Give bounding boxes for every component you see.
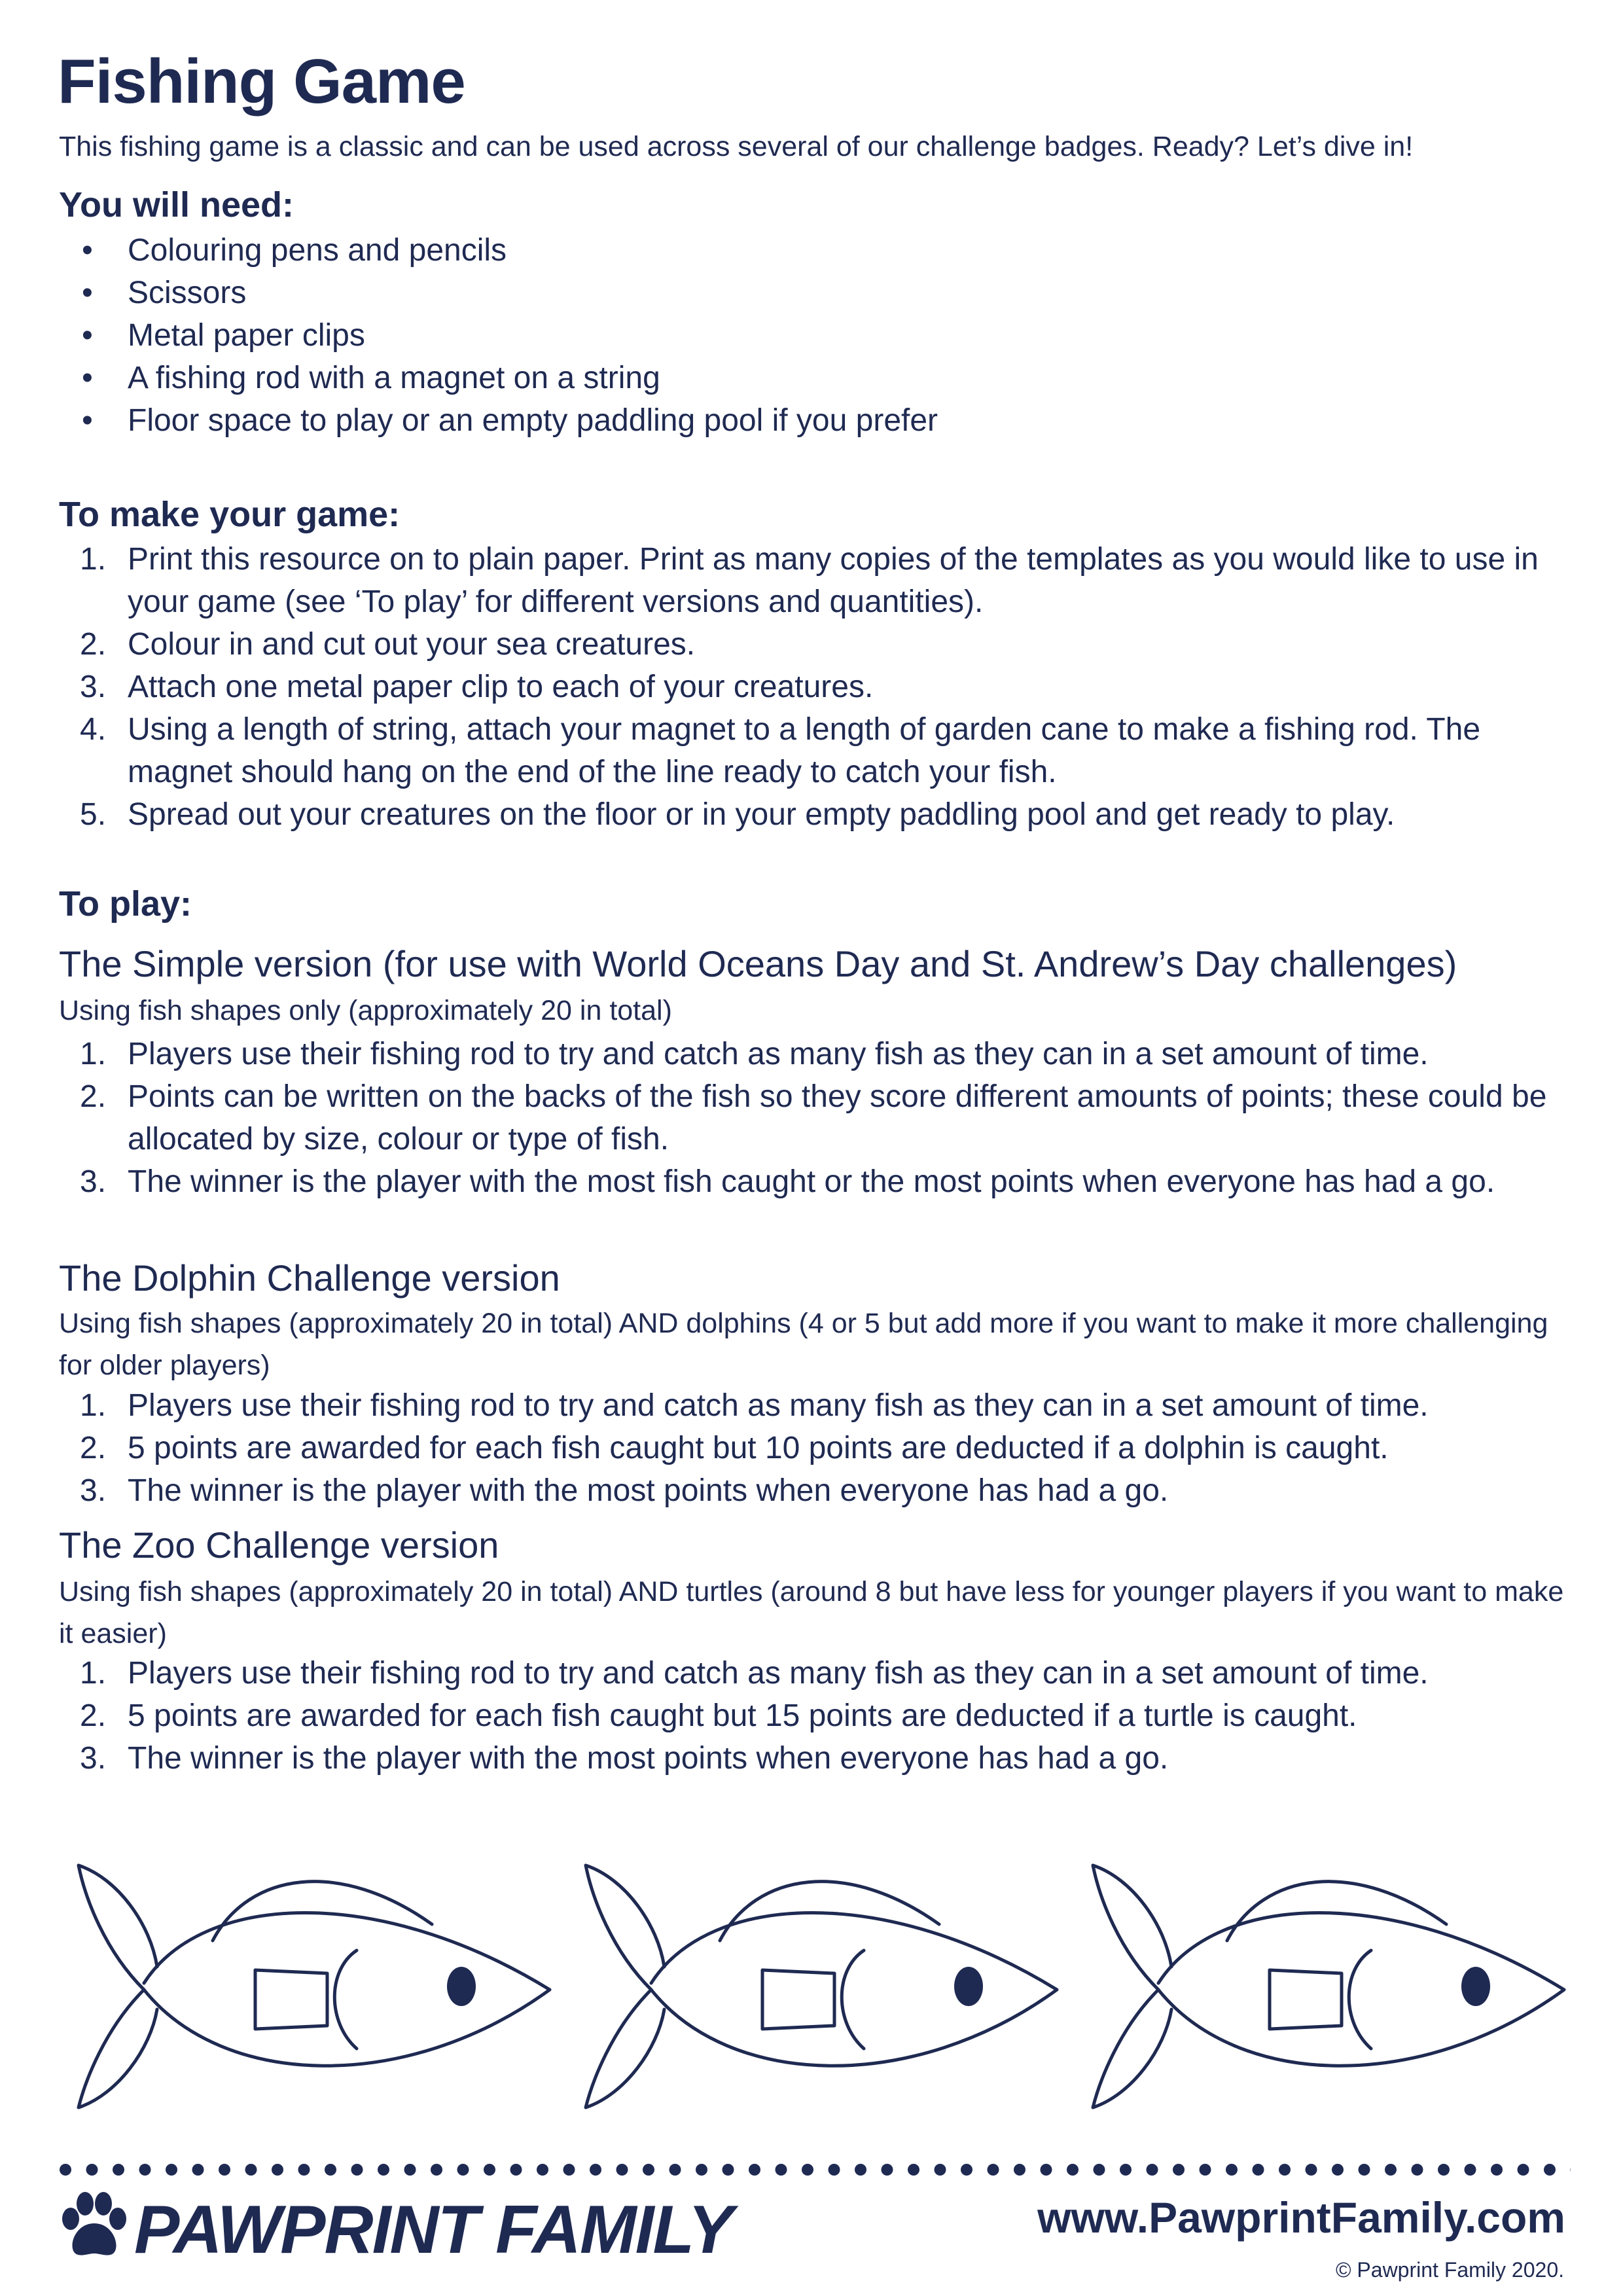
step-text: 5 points are awarded for each fish caught but 15 points are deducted if a turtle is caught. bbox=[128, 1698, 1357, 1733]
step-number: 2. bbox=[80, 1079, 107, 1114]
fish-outline-icon bbox=[1080, 1852, 1577, 2121]
list-item bbox=[0, 1427, 1574, 1469]
step-text: Colour in and cut out your sea creatures. bbox=[128, 627, 696, 662]
step-number: 1. bbox=[80, 542, 107, 577]
dolphin-version-note: Using fish shapes (approximately 20 in total) AND dolphins (4 or 5 but add more if you want to make it more challenging for older players) bbox=[59, 1308, 1548, 1381]
step-text: The winner is the player with the most points when everyone has had a go. bbox=[128, 1473, 1169, 1508]
dolphin-steps bbox=[0, 1384, 1574, 1512]
list-item bbox=[0, 708, 1574, 793]
page-title: Fishing Game bbox=[58, 46, 465, 117]
list-item: • A fishing rod with a magnet on a string bbox=[0, 357, 1574, 399]
step-number: 2. bbox=[80, 1431, 107, 1465]
list-item bbox=[0, 1384, 1574, 1427]
list-item bbox=[0, 1160, 1574, 1203]
list-item bbox=[0, 1652, 1574, 1695]
dolphin-version-title: The Dolphin Challenge version bbox=[59, 1257, 560, 1299]
list-item bbox=[0, 793, 1574, 836]
fish-outline-icon bbox=[573, 1852, 1070, 2121]
list-item bbox=[0, 1033, 1574, 1075]
make-steps bbox=[0, 538, 1574, 836]
list-item bbox=[0, 1695, 1574, 1737]
list-item: • Metal paper clips bbox=[0, 314, 1574, 357]
make-heading: To make your game: bbox=[59, 495, 401, 534]
zoo-version-title: The Zoo Challenge version bbox=[59, 1524, 499, 1566]
step-number: 1. bbox=[80, 1388, 107, 1423]
simple-version-note: Using fish shapes only (approximately 20 in total) bbox=[59, 995, 672, 1026]
step-text: Attach one metal paper clip to each of your creatures. bbox=[128, 670, 874, 704]
zoo-steps bbox=[0, 1652, 1574, 1780]
step-text: Players use their fishing rod to try and catch as many fish as they can in a set amount of time. bbox=[128, 1037, 1429, 1071]
need-list bbox=[0, 229, 1574, 442]
step-text: The winner is the player with the most fish caught or the most points when everyone has had a go. bbox=[128, 1164, 1495, 1199]
dotted-divider bbox=[59, 2160, 1571, 2179]
step-number: 1. bbox=[80, 1656, 107, 1691]
step-number: 3. bbox=[80, 1473, 107, 1508]
step-number: 1. bbox=[80, 1037, 107, 1071]
list-item: • Scissors bbox=[0, 272, 1574, 314]
list-item bbox=[0, 623, 1574, 666]
intro-text: This fishing game is a classic and can be used across several of our challenge badges. Ready? Let’s dive in! bbox=[59, 131, 1414, 162]
step-number: 2. bbox=[80, 627, 107, 662]
list-item bbox=[0, 666, 1574, 708]
step-number: 4. bbox=[80, 712, 107, 747]
fish-outline-icon bbox=[65, 1852, 563, 2121]
list-item: • Floor space to play or an empty paddling pool if you prefer bbox=[0, 399, 1574, 442]
step-text: Points can be written on the backs of the fish so they score different amounts of points; these could be allocated by size, colour or type of fish. bbox=[128, 1079, 1547, 1157]
simple-steps bbox=[0, 1033, 1574, 1203]
copyright-text: © Pawprint Family 2020. bbox=[1335, 2258, 1564, 2282]
play-heading: To play: bbox=[59, 884, 192, 924]
website-url[interactable]: www.PawprintFamily.com bbox=[1037, 2193, 1565, 2242]
zoo-version-note: Using fish shapes (approximately 20 in total) AND turtles (around 8 but have less for younger players if you want to make it easier) bbox=[59, 1576, 1564, 1649]
step-text: Spread out your creatures on the floor or in your empty paddling pool and get ready to play. bbox=[128, 797, 1395, 832]
list-item bbox=[0, 1469, 1574, 1512]
list-item bbox=[0, 1737, 1574, 1780]
step-number: 3. bbox=[80, 1741, 107, 1776]
step-text: Players use their fishing rod to try and catch as many fish as they can in a set amount of time. bbox=[128, 1656, 1429, 1691]
step-text: The winner is the player with the most points when everyone has had a go. bbox=[128, 1741, 1169, 1776]
step-text: Using a length of string, attach your magnet to a length of garden cane to make a fishing rod. The magnet should hang on the end of the line ready to catch your fish. bbox=[128, 712, 1481, 789]
need-heading: You will need: bbox=[59, 185, 294, 224]
list-item bbox=[0, 1075, 1574, 1160]
list-item bbox=[0, 538, 1574, 623]
step-number: 2. bbox=[80, 1698, 107, 1733]
step-number: 3. bbox=[80, 670, 107, 704]
step-text: Players use their fishing rod to try and catch as many fish as they can in a set amount of time. bbox=[128, 1388, 1429, 1423]
list-item: • Colouring pens and pencils bbox=[0, 229, 1574, 272]
step-text: 5 points are awarded for each fish caught but 10 points are deducted if a dolphin is caught. bbox=[128, 1431, 1389, 1465]
step-number: 3. bbox=[80, 1164, 107, 1199]
step-text: Print this resource on to plain paper. Print as many copies of the templates as you would like to use in your game (see ‘To play’ for different versions and quantities). bbox=[128, 542, 1539, 619]
paw-icon bbox=[58, 2189, 130, 2261]
step-number: 5. bbox=[80, 797, 107, 832]
simple-version-title: The Simple version (for use with World Oceans Day and St. Andrew’s Day challenges) bbox=[59, 943, 1457, 984]
brand-logo: PAWPRINT FAMILY bbox=[134, 2192, 732, 2268]
